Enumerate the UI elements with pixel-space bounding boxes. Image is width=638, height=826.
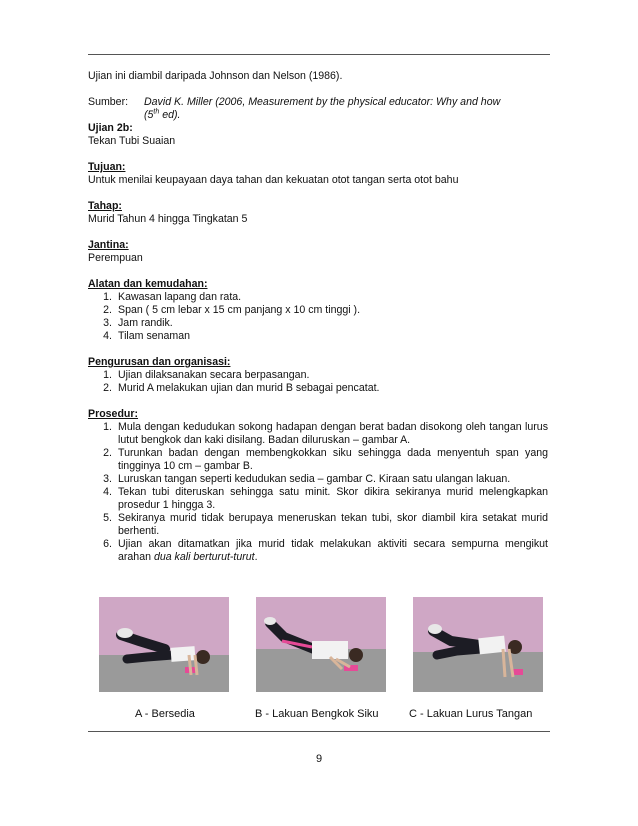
level-text: Murid Tahun 4 hingga Tingkatan 5 xyxy=(88,213,248,225)
caption-a: A - Bersedia xyxy=(135,708,195,720)
list-item: 3. Jam randik. xyxy=(103,317,173,329)
procedure-heading: Prosedur: xyxy=(88,408,139,420)
level-heading: Tahap: xyxy=(88,200,122,212)
source-line xyxy=(88,96,548,122)
photo-b-bent-elbow xyxy=(256,597,386,692)
list-item: 1. Ujian dilaksanakan secara berpasangan. xyxy=(103,369,310,381)
test-name: Tekan Tubi Suaian xyxy=(88,135,176,147)
equipment-list xyxy=(88,291,548,343)
page-number: 9 xyxy=(315,753,323,765)
intro-text: Ujian ini diambil daripada Johnson dan Nelson (1986). xyxy=(88,70,343,82)
list-item: 2. Turunkan badan dengan membengkokkan siku sehingga dada menyentuh span yang tingginya 10 cm – gambar B. xyxy=(103,447,548,472)
source-label: Sumber: xyxy=(88,96,129,108)
source-line-2 xyxy=(144,109,500,122)
bottom-rule xyxy=(88,731,550,732)
source-edition-num: (5 xyxy=(144,109,154,121)
objective-heading: Tujuan: xyxy=(88,161,126,173)
list-item: 2. Span ( 5 cm lebar x 15 cm panjang x 10 cm tinggi ). xyxy=(103,304,361,316)
admin-heading: Pengurusan dan organisasi: xyxy=(88,356,231,368)
equipment-heading: Alatan dan kemudahan: xyxy=(88,278,208,290)
gender-heading: Jantina: xyxy=(88,239,129,251)
list-item: 1. Kawasan lapang dan rata. xyxy=(103,291,242,303)
photo-strip xyxy=(99,597,543,692)
admin-list xyxy=(88,369,548,395)
test-title: Ujian 2b: xyxy=(88,122,133,134)
list-item: 5. Sekiranya murid tidak berupaya meneruskan tekan tubi, skor diambil kira setakat murid berhenti. xyxy=(103,512,548,537)
source-citation xyxy=(144,96,500,122)
document-body xyxy=(88,70,548,564)
caption-b: B - Lakuan Bengkok Siku xyxy=(255,708,379,720)
list-item: 4. Tekan tubi diteruskan sehingga satu minit. Skor dikira sekiranya murid melengkapkan prosedur 1 hingga 3. xyxy=(103,486,548,511)
list-item: 6. Ujian akan ditamatkan jika murid tidak melakukan aktiviti secara sempurna mengikut arahan dua kali berturut-turut. xyxy=(103,538,548,563)
list-item: 1. Mula dengan kedudukan sokong hadapan dengan berat badan disokong oleh tangan lurus lutut bengkok dan kaki disilang. Badan diluruskan – gambar A. xyxy=(103,421,548,446)
top-rule xyxy=(88,54,550,55)
list-item: 2. Murid A melakukan ujian dan murid B sebagai pencatat. xyxy=(103,382,380,394)
photo-c-straight-arm xyxy=(413,597,543,692)
list-item: 4. Tilam senaman xyxy=(103,330,191,342)
objective-text: Untuk menilai keupayaan daya tahan dan kekuatan otot tangan serta otot bahu xyxy=(88,174,459,186)
source-edition-sup: th xyxy=(153,108,160,116)
list-item: 3. Luruskan tangan seperti kedudukan sedia – gambar C. Kiraan satu ulangan lakuan. xyxy=(103,473,511,485)
source-edition-suffix: ed). xyxy=(159,109,181,121)
procedure-list xyxy=(88,421,548,564)
gender-text: Perempuan xyxy=(88,252,143,264)
photo-a-ready xyxy=(99,597,229,692)
caption-c: C - Lakuan Lurus Tangan xyxy=(409,708,533,720)
source-line-1: David K. Miller (2006, Measurement by the physical educator: Why and how xyxy=(144,96,501,108)
